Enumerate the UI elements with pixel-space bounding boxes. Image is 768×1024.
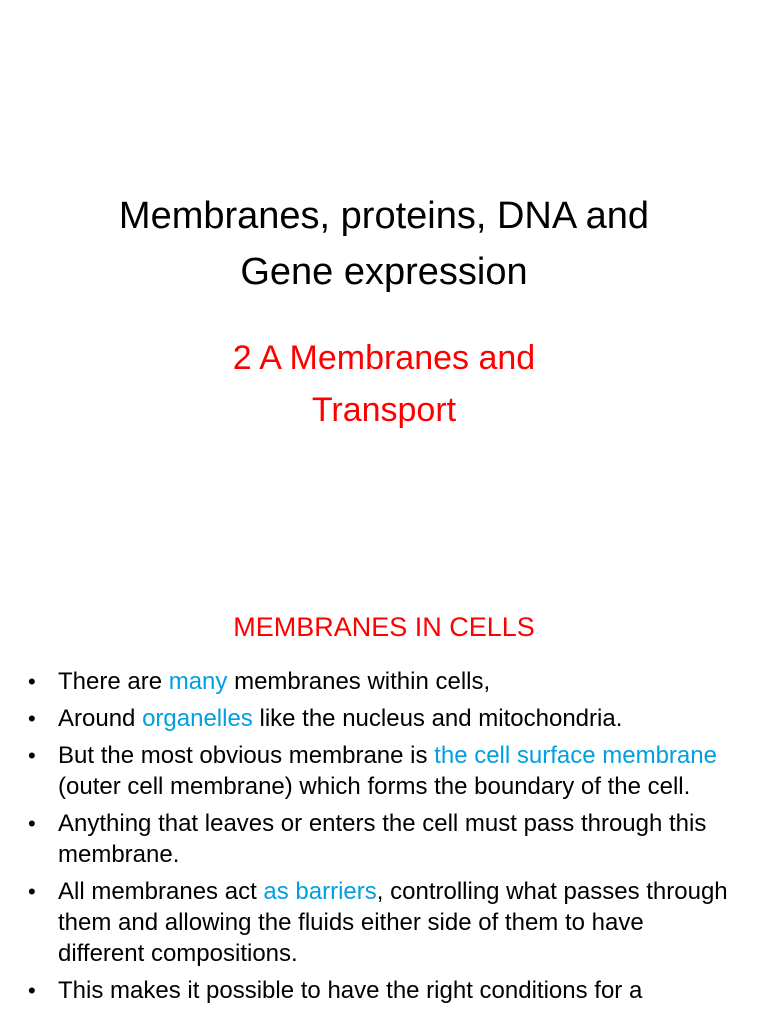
bullet-item bbox=[0, 740, 768, 802]
bullet-text: membranes within cells, bbox=[227, 668, 491, 695]
bullet-dot-icon: • bbox=[28, 811, 36, 836]
bullet-text: Around bbox=[58, 705, 143, 732]
slide-heading: MEMBRANES IN CELLS bbox=[233, 612, 535, 642]
highlighted-term: many bbox=[168, 668, 228, 695]
bullet-text: This makes it possible to have the right conditions for a bbox=[58, 977, 643, 1004]
bullet-dot-icon: • bbox=[28, 706, 36, 731]
bullet-dot-icon: • bbox=[28, 669, 36, 694]
bullet-item bbox=[0, 808, 768, 870]
slide-title-line-1: Membranes, proteins, DNA and bbox=[118, 195, 650, 237]
content-slide bbox=[0, 576, 768, 1024]
bullet-text: All membranes act bbox=[58, 878, 264, 905]
bullet-dot-icon: • bbox=[28, 978, 36, 1003]
bullet-text: There are bbox=[58, 668, 169, 695]
bullet-dot-icon: • bbox=[28, 879, 36, 904]
bullet-list bbox=[0, 666, 768, 1012]
bullet-text: Anything that leaves or enters the cell must pass through this membrane. bbox=[58, 810, 707, 868]
slide-title bbox=[0, 188, 768, 300]
slide-subtitle-line-1: 2 A Membranes and bbox=[232, 339, 536, 377]
bullet-item bbox=[0, 703, 768, 734]
highlighted-term: organelles bbox=[142, 705, 253, 732]
bullet-text: , controlling what passes through them and allowing the fluids either side of them to have different compositions. bbox=[58, 878, 728, 967]
highlighted-term: the cell surface membrane bbox=[434, 742, 717, 769]
bullet-item bbox=[0, 666, 768, 697]
bullet-text: like the nucleus and mitochondria. bbox=[252, 705, 623, 732]
bullet-text: (outer cell membrane) which forms the boundary of the cell. bbox=[58, 773, 691, 800]
slide-title-line-2: Gene expression bbox=[240, 251, 528, 293]
highlighted-term: as barriers bbox=[263, 878, 377, 905]
bullet-dot-icon: • bbox=[28, 743, 36, 768]
bullet-item bbox=[0, 876, 768, 969]
slide-subtitle-line-2: Transport bbox=[311, 391, 457, 429]
bullet-item bbox=[0, 975, 768, 1006]
slide-subtitle bbox=[0, 332, 768, 436]
bullet-text: But the most obvious membrane is bbox=[58, 742, 435, 769]
